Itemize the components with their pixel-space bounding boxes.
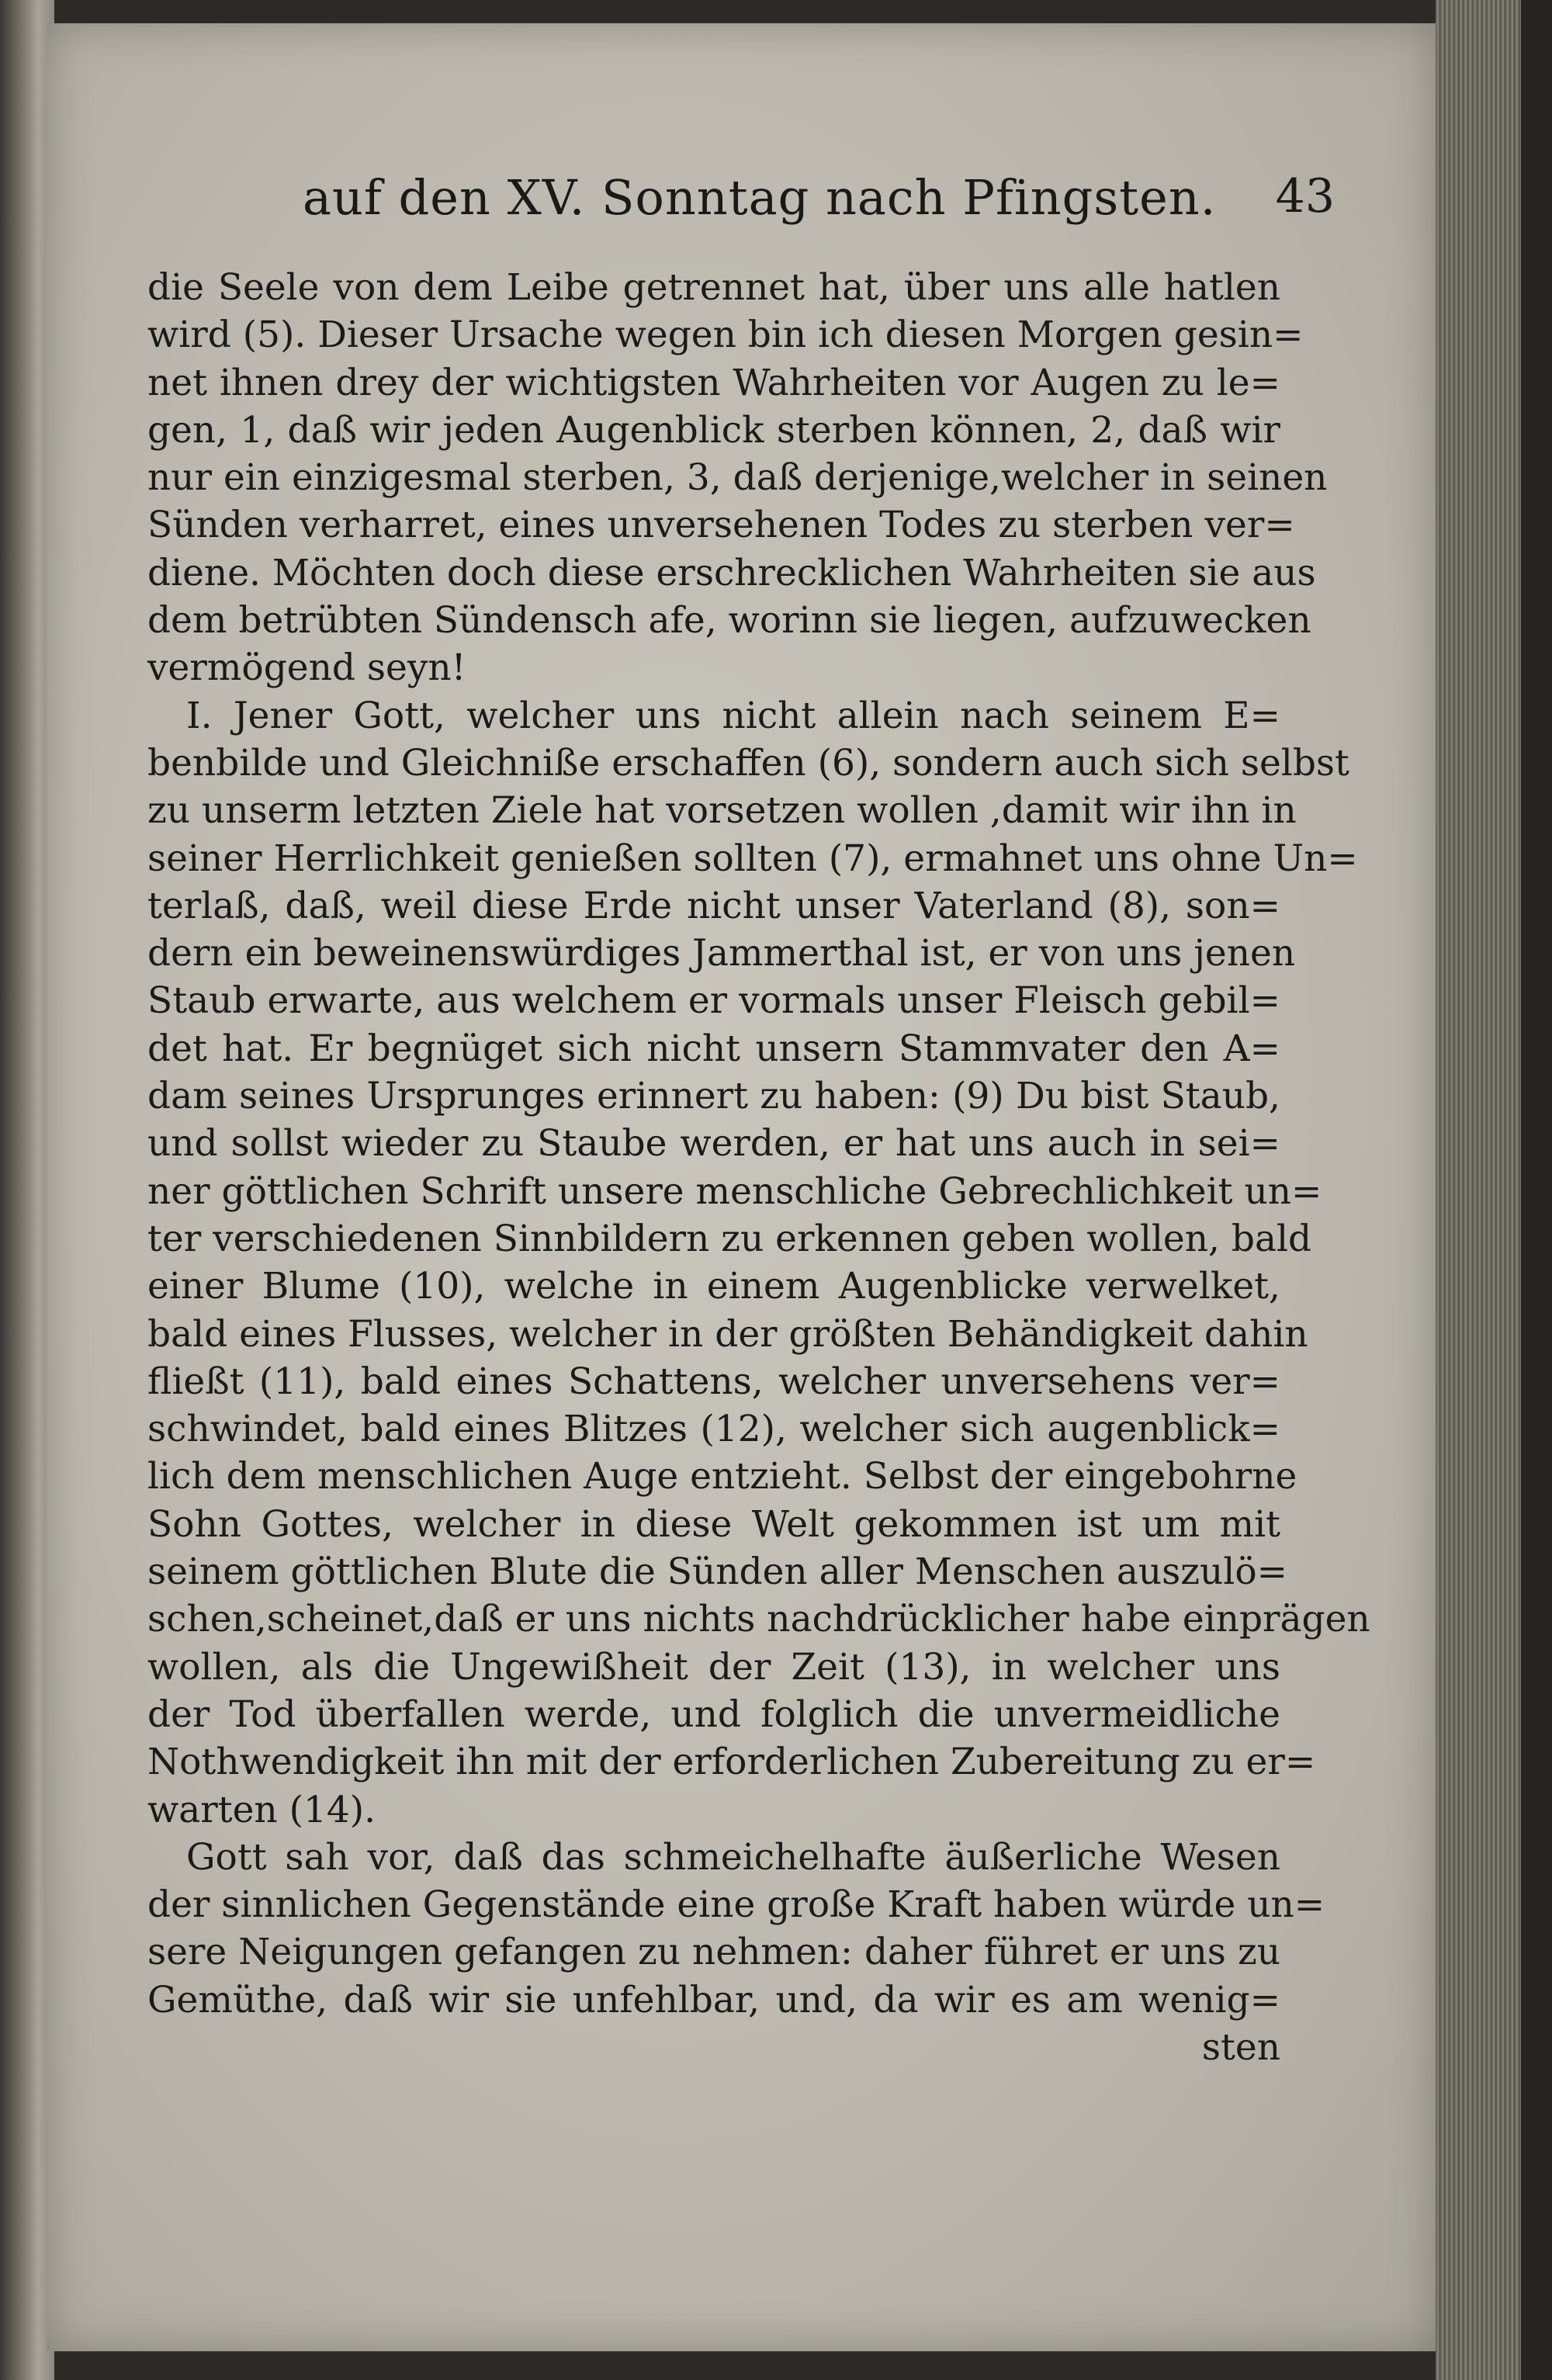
- text-line: I. Jener Gott, welcher uns nicht allein nach seinem E=: [186, 694, 1280, 737]
- text-line: sere Neigungen gefangen zu nehmen: daher führet er uns zu: [147, 1931, 1280, 1974]
- text-line: ner göttlichen Schrift unsere menschliche Gebrechlichkeit un=: [147, 1169, 1322, 1213]
- text-line: Gemüthe, daß wir sie unfehlbar, und, da wir es am wenig=: [147, 1978, 1280, 2021]
- text-line: einer Blume (10), welche in einem Augenblicke verwelket,: [147, 1265, 1280, 1308]
- text-line: dem betrübten Sündensch afe, worinn sie liegen, aufzuwecken: [147, 599, 1311, 643]
- text-line: Sohn Gottes, welcher in diese Welt gekommen ist um mit: [147, 1502, 1280, 1546]
- text-line: schen,scheinet,daß er uns nichts nachdrücklicher habe einprägen: [147, 1598, 1370, 1641]
- running-head: auf den XV. Sonntag nach Pfingsten.: [303, 169, 1217, 226]
- text-line: zu unserm letzten Ziele hat vorsetzen wollen ,damit wir ihn in: [147, 789, 1297, 833]
- page-header: [303, 169, 1335, 231]
- text-line: nur ein einzigesmal sterben, 3, daß derjenige,welcher in seinen: [147, 456, 1328, 500]
- text-line: und sollst wieder zu Staube werden, er hat uns auch in sei=: [147, 1122, 1280, 1166]
- page-number: 43: [1275, 169, 1335, 223]
- text-line: die Seele von dem Leibe getrennet hat, über uns alle hatlen: [147, 266, 1280, 309]
- text-line: fließt (11), bald eines Schattens, welcher unversehens ver=: [147, 1360, 1280, 1403]
- text-line: der sinnlichen Gegenstände eine große Kraft haben würde un=: [147, 1883, 1325, 1927]
- text-line: dern ein beweinenswürdiges Jammerthal ist, er von uns jenen: [147, 932, 1296, 975]
- text-line: Gott sah vor, daß das schmeichelhafte äußerliche Wesen: [186, 1835, 1280, 1879]
- text-line: wollen, als die Ungewißheit der Zeit (13), in welcher uns: [147, 1645, 1280, 1689]
- text-line: gen, 1, daß wir jeden Augenblick sterben können, 2, daß wir: [147, 408, 1280, 452]
- text-line: Staub erwarte, aus welchem er vormals unser Fleisch gebil=: [147, 979, 1280, 1023]
- text-line: der Tod überfallen werde, und folglich die unvermeidliche: [147, 1692, 1280, 1736]
- text-line: sten: [1201, 2025, 1280, 2069]
- text-line: warten (14).: [147, 1788, 376, 1831]
- text-line: wird (5). Dieser Ursache wegen bin ich diesen Morgen gesin=: [147, 314, 1304, 357]
- text-line: det hat. Er begnüget sich nicht unsern Stammvater den A=: [147, 1027, 1280, 1070]
- text-line: diene. Möchten doch diese erschrecklichen Wahrheiten sie aus: [147, 551, 1316, 594]
- text-line: dam seines Ursprunges erinnert zu haben: (9) Du bist Staub,: [147, 1075, 1280, 1118]
- text-line: seinem göttlichen Blute die Sünden aller Menschen auszulö=: [147, 1550, 1288, 1594]
- text-line: Nothwendigkeit ihn mit der erforderlichen Zubereitung zu er=: [147, 1741, 1316, 1784]
- text-line: net ihnen drey der wichtigsten Wahrheiten vor Augen zu le=: [147, 361, 1280, 404]
- text-line: lich dem menschlichen Auge entzieht. Selbst der eingebohrne: [147, 1455, 1297, 1498]
- text-line: bald eines Flusses, welcher in der größten Behändigkeit dahin: [147, 1312, 1308, 1356]
- text-line: schwindet, bald eines Blitzes (12), welcher sich augenblick=: [147, 1408, 1280, 1451]
- text-line: Sünden verharret, eines unversehenen Todes zu sterben ver=: [147, 504, 1295, 547]
- text-line: vermögend seyn!: [147, 646, 466, 690]
- text-line: ter verschiedenen Sinnbildern zu erkennen geben wollen, bald: [147, 1217, 1312, 1260]
- body-text: [147, 264, 1370, 2071]
- text-line: seiner Herrlichkeit genießen sollten (7), ermahnet uns ohne Un=: [147, 837, 1358, 880]
- book-cover-edge: [1521, 0, 1552, 2380]
- text-line: benbilde und Gleichnißе erschaffen (6), sondern auch sich selbst: [147, 741, 1349, 785]
- text-line: terlaß, daß, weil diese Erde nicht unser Vaterland (8), son=: [147, 884, 1280, 927]
